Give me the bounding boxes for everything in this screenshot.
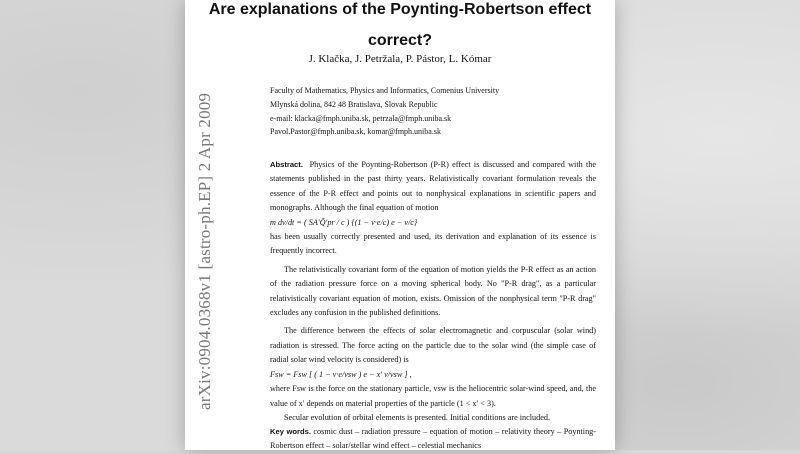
arxiv-identifier: arXiv:0904.0368v1 [astro-ph.EP] 2 Apr 2009 <box>195 92 214 410</box>
paper-title <box>185 0 615 56</box>
abstract-label: Abstract. <box>270 160 303 169</box>
paper-page <box>185 0 615 450</box>
abstract-text: Physics of the Poynting-Robertson (P-R) effect is discussed and compared with the statements published in the past thirty years. Relativistically covariant formulation reveals the essence of the P-R effect and points out to nonphysical explanations in scientific papers and monographs. Although the final equation of motion <box>270 160 597 213</box>
affiliation-line: Faculty of Mathematics, Physics and Informatics, Comenius University <box>270 86 500 95</box>
keywords-text: cosmic dust – radiation pressure – equation of motion – relativity theory – Poynting-Robertson effect – solar/stellar wind effect – celestial mechanics <box>270 427 596 451</box>
authors: J. Klačka, J. Petržala, P. Pástor, L. Kómar <box>308 53 492 65</box>
keywords-label: Key words. <box>270 427 311 436</box>
affiliation <box>270 84 590 139</box>
abstract-text: where Fsw is the force on the stationary particle, vsw is the heliocentric solar-wind speed, and, the value of x′ depends on material properties of the particle (1 < x′ < 3). <box>270 384 596 408</box>
solar-wind-equation: Fsw = Fsw [ ( 1 − v·e/vsw ) e − x′ v/vsw ] , <box>270 369 412 379</box>
abstract <box>270 158 596 425</box>
email-line: Pavol.Pastor@fmph.uniba.sk, komar@fmph.uniba.sk <box>270 127 441 137</box>
title-line-2: correct? <box>367 32 433 49</box>
abstract-paragraph-4: Secular evolution of orbital elements is presented. Initial conditions are included. <box>284 412 551 422</box>
keywords <box>270 425 596 454</box>
affiliation-line: Mlynská dolina, 842 48 Bratislava, Slovak Republic <box>270 99 438 109</box>
abstract-paragraph-3: The difference between the effects of solar electromagnetic and corpuscular (solar wind) radiation is stressed. The force acting on the particle due to the solar wind (the simple case of radial solar wind velocity is considered) is <box>270 326 596 365</box>
equation-of-motion: m dv/dt = ( SA′Q̄′pr / c ) {(1 − v·e/c) e − v/c} <box>270 217 418 227</box>
email-line: e-mail: klacka@fmph.uniba.sk, petrzala@fmph.uniba.sk <box>270 113 452 123</box>
abstract-paragraph-2: The relativistically covariant form of the equation of motion yields the P-R effect as an action of the radiation pressure force on a moving spherical body. No "P-R drag", as a particular relativistically covariant equation of motion, exists. Omission of the nonphysical term "P-R drag" excludes any confusion in the published definitions. <box>270 264 596 318</box>
title-line-1: Are explanations of the Poynting-Robertson effect <box>208 1 592 18</box>
abstract-text: has been usually correctly presented and used, its derivation and explanation of its essence is frequently incorrect. <box>270 232 596 256</box>
abstract-paragraph-1 <box>270 158 596 216</box>
